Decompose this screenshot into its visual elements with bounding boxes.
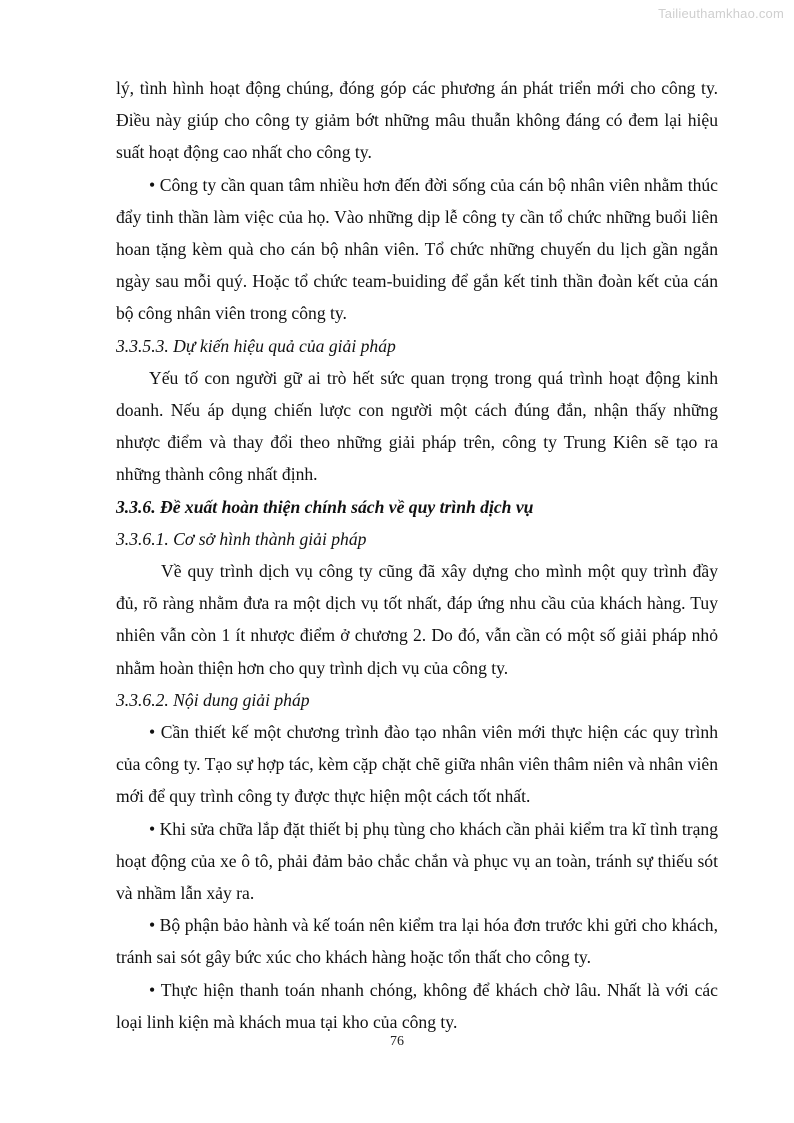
paragraph-1: lý, tình hình hoạt động chúng, đóng góp các phương án phát triển mới cho công ty. Điều này giúp cho công ty giảm bớt những mâu thuẫn không đáng có đem lại hiệu suất hoạt động cao nhất cho công ty. xyxy=(116,78,718,163)
watermark: Tailieuthamkhao.com xyxy=(658,6,784,21)
page-number: 76 xyxy=(390,1034,404,1049)
heading-3-3-6-2: 3.3.6.2. Nội dung giải pháp xyxy=(116,689,310,710)
paragraph-3: Yếu tố con người gữ ai trò hết sức quan trọng trong quá trình hoạt động kinh doanh. Nếu áp dụng chiến lược con người một cách đúng đắn, nhận thấy những nhược điểm và thay đổi theo những giải pháp trên, công ty Trung Kiên sẽ tạo ra những thành công nhất định. xyxy=(116,367,718,485)
heading-3-3-6-1: 3.3.6.1. Cơ sở hình thành giải pháp xyxy=(116,528,367,549)
heading-3-3-6: 3.3.6. Đề xuất hoàn thiện chính sách về quy trình dịch vụ xyxy=(116,496,534,517)
paragraph-6: • Khi sửa chữa lắp đặt thiết bị phụ tùng cho khách cần phải kiểm tra kĩ tình trạng hoạt động của xe ô tô, phải đảm bảo chắc chắn và phục vụ an toàn, tránh sự thiếu sót và nhầm lẫn xảy ra. xyxy=(116,818,718,904)
paragraph-7: • Bộ phận bảo hành và kế toán nên kiểm tra lại hóa đơn trước khi gửi cho khách, tránh sai sót gây bức xúc cho khách hàng hoặc tổn thất cho công ty. xyxy=(116,915,718,968)
paragraph-5: • Cần thiết kế một chương trình đào tạo nhân viên mới thực hiện các quy trình của công ty. Tạo sự hợp tác, kèm cặp chặt chẽ giữa nhân viên thâm niên và nhân viên mới để quy trình công ty được thực hiện một cách tốt nhất. xyxy=(116,722,718,807)
paragraph-8: • Thực hiện thanh toán nhanh chóng, không để khách chờ lâu. Nhất là với các loại linh kiện mà khách mua tại kho của công ty. xyxy=(116,979,718,1032)
paragraph-4: Về quy trình dịch vụ công ty cũng đã xây dựng cho mình một quy trình đầy đủ, rõ ràng nhằm đưa ra một dịch vụ tốt nhất, đáp ứng nhu cầu của khách hàng. Tuy nhiên vẫn còn 1 ít nhược điểm ở chương 2. Do đó, vẫn cần có một số giải pháp nhỏ nhằm hoàn thiện hơn cho quy trình dịch vụ của công ty. xyxy=(116,561,718,678)
paragraph-2: • Công ty cần quan tâm nhiều hơn đến đời sống của cán bộ nhân viên nhằm thúc đẩy tinh thần làm việc của họ. Vào những dịp lễ công ty cần tổ chức những buổi liên hoan tặng kèm quà cho cán bộ nhân viên. Tổ chức những chuyến du lịch gần ngắn ngày sau mỗi quý. Hoặc tổ chức team-buiding để gắn kết tinh thần đoàn kết của cán bộ công nhân viên trong công ty. xyxy=(116,174,718,324)
heading-3-3-5-3: 3.3.5.3. Dự kiến hiệu quả của giải pháp xyxy=(116,335,396,356)
document-body xyxy=(116,72,718,1038)
